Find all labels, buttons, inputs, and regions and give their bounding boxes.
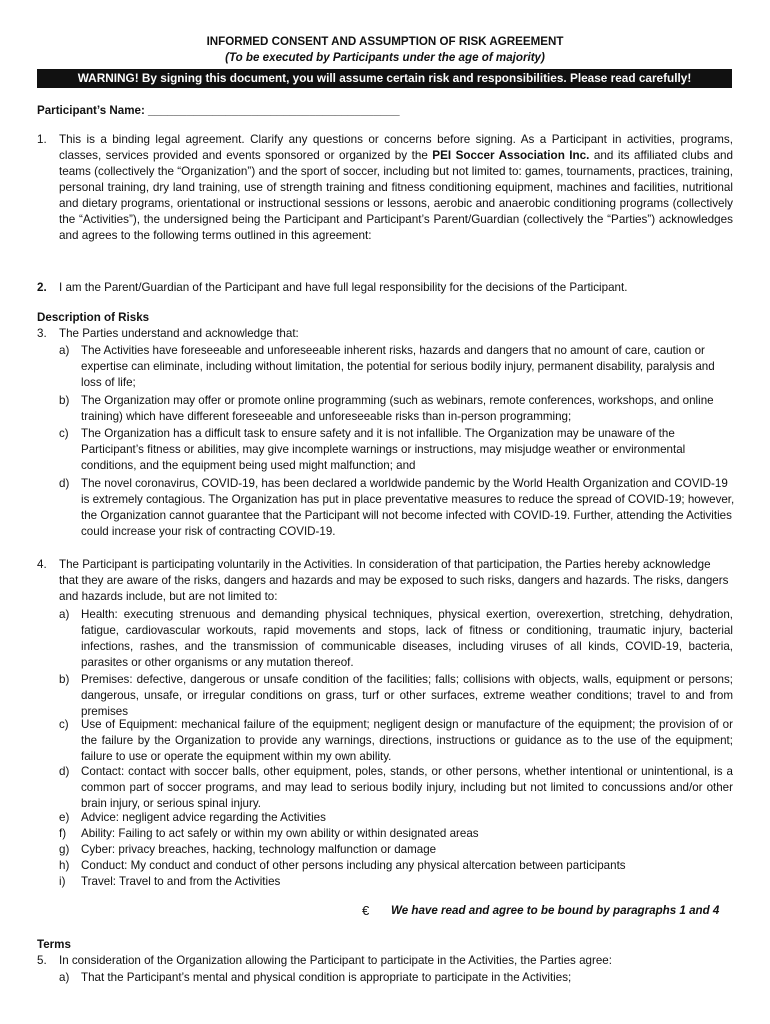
paragraph-5-number: 5. xyxy=(37,954,47,967)
item-3b-label: b) xyxy=(59,394,70,407)
paragraph-3-intro: The Parties understand and acknowledge that: xyxy=(59,327,299,340)
paragraph-5-intro: In consideration of the Organization allowing the Participant to participate in the Activities, the Parties agree: xyxy=(59,954,612,967)
paragraph-4-intro: The Participant is participating voluntarily in the Activities. In consideration of that participation, the Parties hereby acknowledge that they are aware of the risks, dangers and hazards and may be exposed to such risks, dangers and hazards. The risks, dangers and hazards include, but are not limited to: xyxy=(59,558,729,603)
paragraph-1-text-a: This is a binding legal agreement. Clarify any questions or concerns before signing. As a Participant in activities, programs, classes, services provided and events sponsored or organized by the xyxy=(59,133,733,162)
item-4b-label: b) xyxy=(59,673,70,686)
checkbox-icon[interactable]: € xyxy=(362,903,370,918)
item-4b-text: Premises: defective, dangerous or unsafe condition of the facilities; falls; collisions with objects, walls, equipment or persons; dangerous, unsafe, or irregular conditions on grass, turf or other surfaces, extreme weather conditions; travel to and from premises xyxy=(81,673,733,718)
item-4f-label: f) xyxy=(59,827,67,840)
item-4g-label: g) xyxy=(59,843,70,856)
item-4h-label: h) xyxy=(59,859,70,872)
paragraph-1 xyxy=(59,132,733,244)
paragraph-1-text-b: and its affiliated clubs and teams (collectively the “Organization”) and the sport of soccer, including but not limited to: games, tournaments, practices, training, personal training, dry land training, use of strength training and fitness conditioning equipment, machines and facilities, nutritional and dietary programs, orientational or instructional sessions or lessons, aerobic and anaerobic conditioning programs (collectively the “Activities”), the undersigned being the Participant and Participant’s Parent/Guardian (collectively the “Parties”) acknowledges and agrees to the following terms outlined in this agreement: xyxy=(59,149,734,242)
document-title: INFORMED CONSENT AND ASSUMPTION OF RISK AGREEMENT xyxy=(206,35,564,48)
paragraph-2-number: 2. xyxy=(37,281,47,294)
item-4i-text: Travel: Travel to and from the Activities xyxy=(81,875,281,888)
item-3c-text: The Organization has a difficult task to ensure safety and it is not infallible. The Organization may be unaware of the Participant’s fitness or abilities, may give incomplete warnings or instructions, may misjudge weather or environmental conditions, and the equipment being used might malfunction; and xyxy=(81,427,686,472)
item-4i-label: i) xyxy=(59,875,66,888)
item-4h-text: Conduct: My conduct and conduct of other persons including any physical altercation between participants xyxy=(81,859,626,872)
acknowledgement-text: We have read and agree to be bound by paragraphs 1 and 4 xyxy=(391,904,720,917)
item-4f-text: Ability: Failing to act safely or within my own ability or within designated areas xyxy=(81,827,479,840)
item-3a-text: The Activities have foreseeable and unforeseeable inherent risks, hazards and dangers that no amount of care, caution or expertise can eliminate, including without limitation, the potential for serious bodily injury, permanent disability, paralysis and loss of life; xyxy=(81,344,715,389)
participant-name-label: Participant’s Name: xyxy=(37,104,149,117)
document-subtitle: (To be executed by Participants under the age of majority) xyxy=(225,51,545,64)
item-4c-label: c) xyxy=(59,718,69,731)
item-4a-text: Health: executing strenuous and demanding physical techniques, physical exertion, overexertion, stretching, dehydration, fatigue, cardiovascular workouts, rapid movements and stops, lack of fitness or conditioning, traumatic injury, bacterial infections, rashes, and the transmission of communicable diseases, including viruses of all kinds, COVID-19, bacteria, parasites or other organisms or any mutation thereof. xyxy=(81,608,733,669)
participant-name-blank[interactable]: _______________________________________ xyxy=(148,104,400,117)
item-4d-label: d) xyxy=(59,765,70,778)
organization-name: PEI Soccer Association Inc. xyxy=(432,149,590,162)
item-5a-label: a) xyxy=(59,971,70,984)
item-3d-text: The novel coronavirus, COVID-19, has been declared a worldwide pandemic by the World Health Organization and COVID-19 is extremely contagious. The Organization has put in place preventative measures to reduce the spread of COVID-19; however, the Organization cannot guarantee that the Participant will not become infected with COVID-19. Further, attending the Activities could increase your risk of contracting COVID-19. xyxy=(81,477,735,538)
paragraph-4-number: 4. xyxy=(37,558,47,571)
terms-heading: Terms xyxy=(37,938,71,951)
item-3b-text: The Organization may offer or promote online programming (such as webinars, remote conferences, workshops, and online training) which have different foreseeable and unforeseeable risks than in-person programming; xyxy=(81,394,714,423)
item-5a-text: That the Participant’s mental and physical condition is appropriate to participate in the Activities; xyxy=(81,971,572,984)
paragraph-2: I am the Parent/Guardian of the Participant and have full legal responsibility for the decisions of the Participant. xyxy=(59,281,628,294)
item-4e-text: Advice: negligent advice regarding the Activities xyxy=(81,811,326,824)
item-4d-text: Contact: contact with soccer balls, other equipment, poles, stands, or other persons, whether intentional or unintentional, is a common part of soccer programs, and may lead to serious bodily injury, including but not limited to concussions and/or other brain injury, or serious spinal injury. xyxy=(81,765,733,810)
item-3a-label: a) xyxy=(59,344,70,357)
item-4g-text: Cyber: privacy breaches, hacking, technology malfunction or damage xyxy=(81,843,437,856)
warning-banner: WARNING! By signing this document, you will assume certain risk and responsibilities. Please read carefully! xyxy=(37,69,732,88)
item-3d-label: d) xyxy=(59,477,70,490)
item-3c-label: c) xyxy=(59,427,69,440)
item-4a-label: a) xyxy=(59,608,70,621)
paragraph-3-number: 3. xyxy=(37,327,47,340)
paragraph-1-number: 1. xyxy=(37,133,47,146)
item-4c-text: Use of Equipment: mechanical failure of the equipment; negligent design or manufacture of the equipment; the provision of or the failure by the Organization to provide any warnings, directions, instructions or guidance as to the use of the equipment; failure to use or operate the equipment within my own ability. xyxy=(81,718,733,763)
item-4e-label: e) xyxy=(59,811,70,824)
risks-heading: Description of Risks xyxy=(37,311,150,324)
participant-name-field[interactable] xyxy=(37,103,400,119)
